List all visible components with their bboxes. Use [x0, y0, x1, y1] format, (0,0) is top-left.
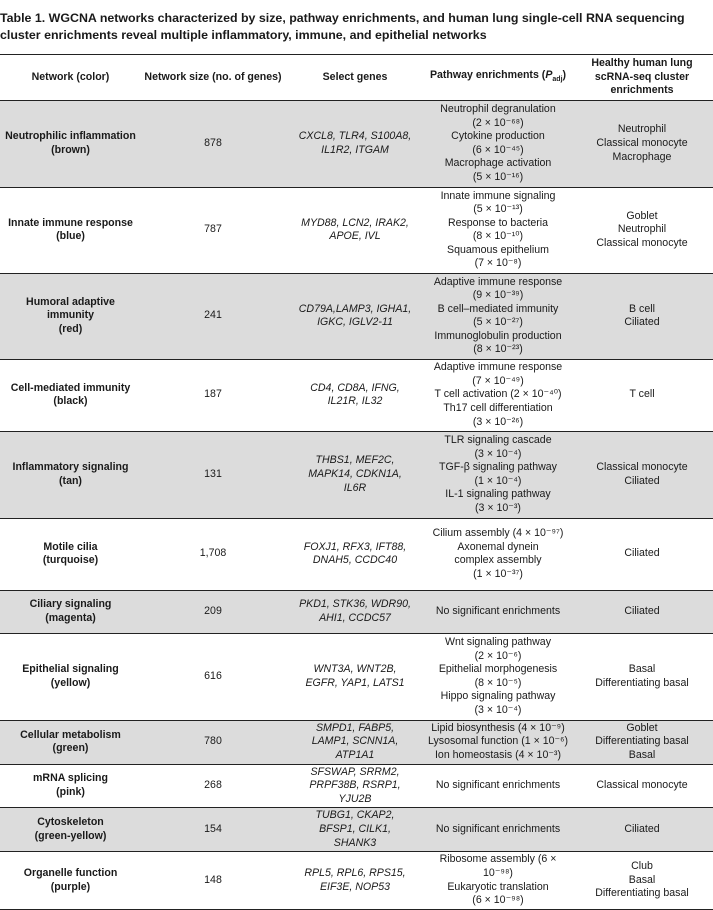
- cluster-line: Differentiating basal: [595, 735, 689, 748]
- pathway-enrichments: [425, 590, 571, 633]
- pathway-line: (7 × 10⁻⁸): [474, 257, 522, 270]
- scrna-clusters: [571, 100, 713, 187]
- scrna-clusters: [571, 590, 713, 633]
- network-name-cell: [0, 633, 141, 720]
- network-name: Innate immune response: [8, 216, 133, 229]
- network-size: 187: [141, 359, 285, 431]
- network-size: 780: [141, 720, 285, 764]
- select-genes: CXCL8, TLR4, S100A8, IL1R2, ITGAM: [285, 100, 425, 187]
- cluster-line: Basal: [628, 663, 656, 676]
- scrna-clusters: [571, 720, 713, 764]
- pathway-enrichments: [425, 633, 571, 720]
- select-genes: PKD1, STK36, WDR90, AHI1, CCDC57: [285, 590, 425, 633]
- network-name-cell: [0, 431, 141, 518]
- cluster-line: Differentiating basal: [595, 887, 689, 900]
- pathway-line: Squamous epithelium: [447, 243, 549, 256]
- pathway-line: Hippo signaling pathway: [440, 690, 556, 703]
- select-genes: TUBG1, CKAP2, BFSP1, CILK1, SHANK3: [285, 808, 425, 852]
- pathway-line: TGF-β signaling pathway: [439, 461, 557, 474]
- pathway-enrichments: [425, 187, 571, 273]
- table-title: Table 1. WGCNA networks characterized by size, pathway enrichments, and human lung single-cell RNA sequencing cluster enrichments reveal multiple inflammatory, immune, and epithelial networks: [0, 11, 685, 42]
- wgcna-table: [0, 54, 713, 910]
- cluster-line: Goblet: [626, 209, 658, 222]
- cluster-line: Ciliated: [624, 474, 660, 487]
- network-name-cell: [0, 187, 141, 273]
- pathway-line: Cytokine production: [451, 130, 545, 143]
- scrna-clusters: [571, 273, 713, 359]
- table-row: [0, 187, 713, 273]
- scrna-clusters: [571, 187, 713, 273]
- network-name: Cytoskeleton: [37, 816, 104, 829]
- pathway-line: Neutrophil degranulation: [440, 103, 556, 115]
- pathway-line: Macrophage activation: [444, 157, 552, 170]
- pathway-line: (2 × 10⁻⁶⁸): [472, 116, 524, 129]
- pathway-line: B cell–mediated immunity: [437, 302, 559, 315]
- table-row: [0, 590, 713, 633]
- scrna-clusters: [571, 852, 713, 910]
- pathway-line: Cilium assembly (4 × 10⁻⁹⁷): [432, 527, 564, 540]
- pathway-line: Lipid biosynthesis (4 × 10⁻⁹): [431, 721, 565, 734]
- pathway-line: Innate immune signaling: [440, 189, 556, 202]
- pathway-line: (7 × 10⁻⁴⁹): [472, 374, 524, 387]
- cluster-line: Basal: [628, 748, 656, 761]
- cluster-line: Ciliated: [624, 316, 660, 329]
- scrna-clusters: [571, 431, 713, 518]
- network-color: (red): [58, 323, 83, 336]
- pathway-enrichments: [425, 720, 571, 764]
- network-name-cell: [0, 590, 141, 633]
- cluster-line: Classical monocyte: [596, 237, 688, 250]
- select-genes: CD79A,LAMP3, IGHA1, IGKC, IGLV2-11: [285, 273, 425, 359]
- network-color: (blue): [56, 230, 85, 243]
- select-genes: FOXJ1, RFX3, IFT88, DNAH5, CCDC40: [285, 518, 425, 590]
- pathway-line: (3 × 10⁻²⁶): [472, 415, 524, 428]
- cluster-line: Classical monocyte: [596, 136, 688, 149]
- cluster-line: Classical monocyte: [596, 461, 688, 474]
- pathway-line: Response to bacteria: [447, 216, 549, 229]
- network-size: 268: [141, 764, 285, 808]
- pathway-line: (5 × 10⁻¹³): [473, 203, 523, 216]
- header-genes: Select genes: [285, 55, 425, 101]
- network-color: (black): [53, 395, 88, 408]
- table-row: [0, 273, 713, 359]
- select-genes: SFSWAP, SRRM2, PRPF38B, RSRP1, YJU2B: [285, 764, 425, 808]
- pathway-line: Axonemal dynein: [457, 540, 539, 553]
- pathway-line: Adaptive immune response: [433, 361, 563, 374]
- pathway-enrichments: [425, 852, 571, 910]
- network-name: Humoral adaptive immunity: [26, 295, 115, 322]
- cluster-line: Macrophage: [612, 150, 672, 163]
- table-row: [0, 720, 713, 764]
- network-name: mRNA splicing: [33, 772, 108, 785]
- table-body: [0, 100, 713, 909]
- network-size: 1,708: [141, 518, 285, 590]
- pathway-enrichments: [425, 431, 571, 518]
- scrna-clusters: [571, 633, 713, 720]
- pathway-line: (8 × 10⁻⁵): [474, 676, 522, 689]
- network-name-cell: [0, 518, 141, 590]
- network-size: 878: [141, 100, 285, 187]
- network-color: (turquoise): [42, 554, 99, 567]
- pathway-line: Epithelial morphogenesis: [438, 663, 558, 676]
- select-genes: THBS1, MEF2C, MAPK14, CDKN1A, IL6R: [285, 431, 425, 518]
- pathway-line: No significant enrichments: [435, 822, 561, 835]
- cluster-line: Club: [631, 860, 653, 873]
- pathway-enrichments: [425, 764, 571, 808]
- scrna-clusters: [571, 764, 713, 808]
- pathway-line: Ion homeostasis (4 × 10⁻³): [434, 748, 561, 761]
- scrna-clusters: [571, 518, 713, 590]
- table-row: [0, 518, 713, 590]
- cluster-line: Classical monocyte: [596, 779, 688, 792]
- network-name-cell: [0, 100, 141, 187]
- table-row: [0, 100, 713, 187]
- table-row: [0, 633, 713, 720]
- table-row: [0, 764, 713, 808]
- cluster-line: Ciliated: [624, 604, 660, 617]
- network-name: Ciliary signaling: [29, 598, 112, 611]
- pathway-line: No significant enrichments: [435, 779, 561, 792]
- table-row: [0, 431, 713, 518]
- table-row: [0, 852, 713, 910]
- pathway-line: (9 × 10⁻³⁹): [472, 289, 524, 302]
- pathway-enrichments: [425, 273, 571, 359]
- network-size: 154: [141, 808, 285, 852]
- pathway-enrichments: [425, 808, 571, 852]
- select-genes: CD4, CD8A, IFNG, IL21R, IL32: [285, 359, 425, 431]
- table-row: [0, 359, 713, 431]
- pathway-line: Lysosomal function (1 × 10⁻⁶): [428, 735, 568, 748]
- pathway-line: (3 × 10⁻⁴): [474, 703, 522, 716]
- cluster-line: Differentiating basal: [595, 676, 689, 689]
- network-color: (yellow): [50, 676, 91, 689]
- network-name: Cell-mediated immunity: [10, 381, 131, 394]
- network-name: Epithelial signaling: [22, 663, 119, 676]
- pathway-line: Th17 cell differentiation: [443, 402, 553, 415]
- pathway-line: Ribosome assembly (6 × 10⁻⁹⁸): [439, 853, 557, 880]
- network-color: (brown): [51, 143, 90, 156]
- network-color: (green): [52, 742, 89, 755]
- network-size: 241: [141, 273, 285, 359]
- pathway-line: T cell activation (2 × 10⁻⁴⁰): [434, 388, 562, 401]
- header-row: [0, 55, 713, 101]
- pathway-line: Eukaryotic translation: [447, 880, 549, 893]
- select-genes: SMPD1, FABP5, LAMP1, SCNN1A, ATP1A1: [285, 720, 425, 764]
- cluster-line: Basal: [628, 873, 656, 886]
- pathway-line: (8 × 10⁻¹⁰): [472, 230, 524, 243]
- network-name: Motile cilia: [43, 540, 98, 553]
- pathway-line: TLR signaling cascade: [444, 434, 552, 446]
- header-network: Network (color): [0, 55, 141, 101]
- header-pathways: Pathway enrichments $(P_{adj})$: [425, 55, 571, 101]
- cluster-line: Goblet: [626, 721, 658, 734]
- network-size: 131: [141, 431, 285, 518]
- cluster-line: T cell: [629, 388, 655, 401]
- pathway-line: (1 × 10⁻³⁷): [473, 567, 523, 580]
- pathway-line: (8 × 10⁻²³): [473, 343, 523, 356]
- pathway-line: No significant enrichments: [435, 604, 561, 617]
- network-name: Organelle function: [23, 867, 118, 880]
- pathway-enrichments: [425, 100, 571, 187]
- scrna-clusters: [571, 359, 713, 431]
- cluster-line: Ciliated: [624, 547, 660, 560]
- pathway-line: Immunoglobulin production: [434, 329, 562, 342]
- cluster-line: Neutrophil: [617, 123, 667, 136]
- network-name-cell: [0, 720, 141, 764]
- network-name-cell: [0, 359, 141, 431]
- network-size: 148: [141, 852, 285, 910]
- pathway-enrichments: [425, 518, 571, 590]
- pathway-line: Adaptive immune response: [433, 275, 563, 288]
- pathway-line: (3 × 10⁻⁴): [474, 447, 522, 460]
- scrna-clusters: [571, 808, 713, 852]
- pathway-line: (6 × 10⁻⁴⁵): [472, 143, 524, 156]
- network-color: (green-yellow): [34, 829, 107, 842]
- network-color: (pink): [56, 785, 85, 798]
- pathway-line: (2 × 10⁻⁶): [474, 649, 522, 662]
- pathway-line: Wnt signaling pathway: [445, 636, 551, 648]
- pathway-line: (1 × 10⁻⁴): [474, 474, 522, 487]
- network-color: (purple): [50, 880, 91, 893]
- network-name: Neutrophilic inflammation: [5, 130, 136, 143]
- network-size: 209: [141, 590, 285, 633]
- pathway-line: complex assembly: [454, 554, 542, 567]
- cluster-line: B cell: [629, 302, 655, 315]
- select-genes: MYD88, LCN2, IRAK2, APOE, IVL: [285, 187, 425, 273]
- cluster-line: Neutrophil: [617, 223, 667, 236]
- pathway-enrichments: [425, 359, 571, 431]
- network-name-cell: [0, 764, 141, 808]
- network-name-cell: [0, 852, 141, 910]
- table-row: [0, 808, 713, 852]
- select-genes: RPL5, RPL6, RPS15, EIF3E, NOP53: [285, 852, 425, 910]
- header-scrna: Healthy human lung scRNA-seq cluster enrichments: [571, 55, 713, 101]
- pathway-line: IL-1 signaling pathway: [445, 488, 551, 501]
- network-name: Inflammatory signaling: [12, 461, 129, 474]
- cluster-line: Ciliated: [624, 822, 660, 835]
- pathway-line: (3 × 10⁻³): [475, 501, 521, 514]
- network-name-cell: [0, 273, 141, 359]
- pathway-line: (5 × 10⁻¹⁶): [472, 170, 524, 183]
- pathway-line: (5 × 10⁻²⁷): [473, 316, 523, 329]
- network-color: (tan): [59, 474, 82, 487]
- network-name-cell: [0, 808, 141, 852]
- select-genes: WNT3A, WNT2B, EGFR, YAP1, LATS1: [285, 633, 425, 720]
- network-size: 787: [141, 187, 285, 273]
- header-size: Network size (no. of genes): [141, 55, 285, 101]
- network-name: Cellular metabolism: [20, 728, 121, 741]
- network-color: (magenta): [45, 611, 96, 624]
- network-size: 616: [141, 633, 285, 720]
- pathway-line: (6 × 10⁻⁹⁸): [472, 894, 524, 907]
